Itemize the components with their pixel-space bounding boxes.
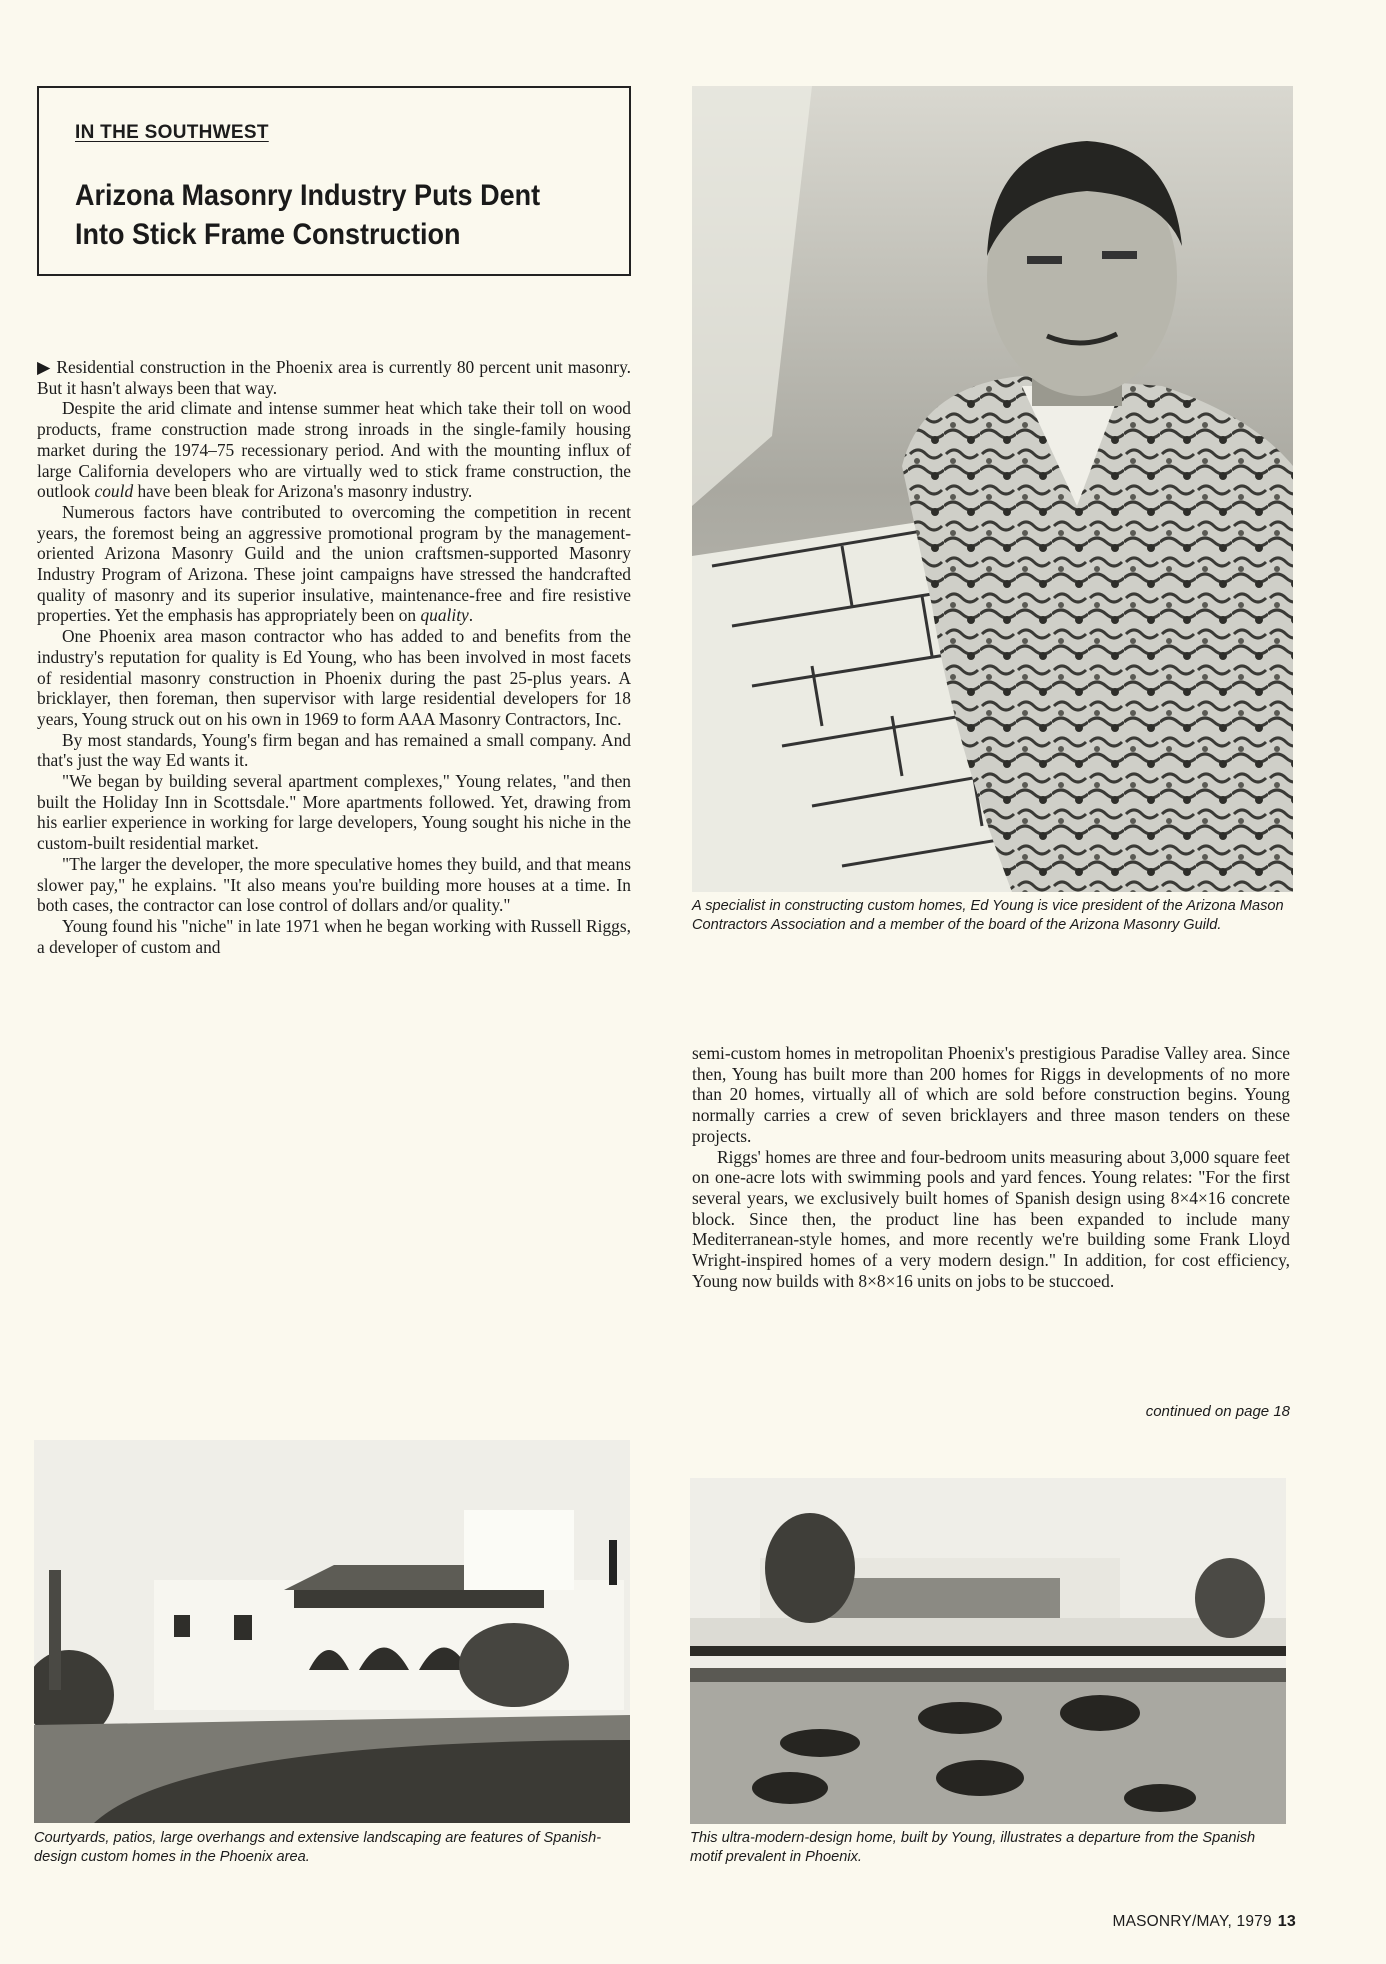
page-number: 13 bbox=[1277, 1913, 1296, 1930]
continued-note: continued on page 18 bbox=[1145, 1403, 1290, 1420]
paragraph: "We began by building several apartment complexes," Young relates, "and then built the Holiday Inn in Scottsdale." More apartments followed. Yet, drawing from his earlier experience in working for large developers, Young sought his niche in the custom-built residential market. bbox=[37, 771, 631, 854]
paragraph: Riggs' homes are three and four-bedroom units measuring about 3,000 square feet on one-acre lots with swimming pools and yard fences. Young relates: "For the first several years, we exclusively built homes of Spanish design using 8×4×16 concrete block. Since then, the product line has been expanded to include many Mediterranean-style homes, and more recently we're building some Frank Lloyd Wright-inspired homes of a very modern design." In addition, for cost efficiency, Young now builds with 8×8×16 units on jobs to be stuccoed. bbox=[692, 1146, 1290, 1291]
paragraph: By most standards, Young's firm began and has remained a small company. And that's just the way Ed wants it. bbox=[37, 729, 631, 771]
portrait-photo bbox=[692, 86, 1293, 892]
paragraph: Young found his "niche" in late 1971 when he began working with Russell Riggs, a developer of custom and bbox=[37, 915, 631, 957]
paragraph: Numerous factors have contributed to overcoming the competition in recent years, the foremost being an aggressive promotional program by the management-oriented Arizona Masonry Guild and the union craftsmen-supported Masonry Industry Program of Arizona. These joint campaigns have stressed the handcrafted quality of masonry and its superior insulative, maintenance-free and fire resistive properties. Yet the emphasis has appropriately been on quality. bbox=[37, 501, 631, 626]
lead-marker-icon: ▶ bbox=[37, 357, 52, 377]
modern-home-caption: This ultra-modern-design home, built by Young, illustrates a departure from the Spanish motif prevalent in Phoenix. bbox=[690, 1830, 1256, 1865]
page-footer bbox=[1040, 1913, 1296, 1931]
paragraph: semi-custom homes in metropolitan Phoenix's prestigious Paradise Valley area. Since then, Young has built more than 200 homes for Riggs in developments of no more than 20 homes, virtually all of which are sold before construction begins. Young normally carries a crew of seven bricklayers and three mason tenders on these projects. bbox=[692, 1043, 1290, 1146]
body-column-left bbox=[37, 357, 631, 957]
publication-info: MASONRY/MAY, 1979 bbox=[1112, 1913, 1272, 1930]
paragraph: One Phoenix area mason contractor who has added to and benefits from the industry's reputation for quality is Ed Young, who has been involved in most facets of residential masonry construction in Phoenix during the past 25-plus years. A bricklayer, then foreman, then supervisor with large residential developers for 18 years, Young struck out on his own in 1969 to form AAA Masonry Contractors, Inc. bbox=[37, 626, 631, 729]
body-column-right bbox=[692, 1043, 1290, 1291]
section-kicker: IN THE SOUTHWEST bbox=[75, 122, 269, 143]
spanish-home-photo bbox=[34, 1440, 630, 1823]
article-title: Arizona Masonry Industry Puts Dent Into Stick Frame Construction bbox=[75, 179, 541, 251]
portrait-caption: A specialist in constructing custom homes, Ed Young is vice president of the Arizona Mason Contractors Association and a member of the board of the Arizona Masonry Guild. bbox=[692, 898, 1284, 933]
spanish-home-caption: Courtyards, patios, large overhangs and extensive landscaping are features of Spanish-design custom homes in the Phoenix area. bbox=[34, 1830, 602, 1865]
paragraph: ▶ Residential construction in the Phoenix area is currently 80 percent unit masonry. But it hasn't always been that way. bbox=[37, 357, 631, 398]
paragraph: "The larger the developer, the more speculative homes they build, and that means slower pay," he explains. "It also means you're building more houses at a time. In both cases, the contractor can lose control of dollars and/or quality." bbox=[37, 853, 631, 916]
paragraph: Despite the arid climate and intense summer heat which take their toll on wood products, frame construction made strong inroads in the single-family housing market during the 1974–75 recessionary period. And with the mounting influx of large California developers who are virtually wed to stick frame construction, the outlook could have been bleak for Arizona's masonry industry. bbox=[37, 398, 631, 502]
modern-home-photo bbox=[690, 1478, 1286, 1824]
